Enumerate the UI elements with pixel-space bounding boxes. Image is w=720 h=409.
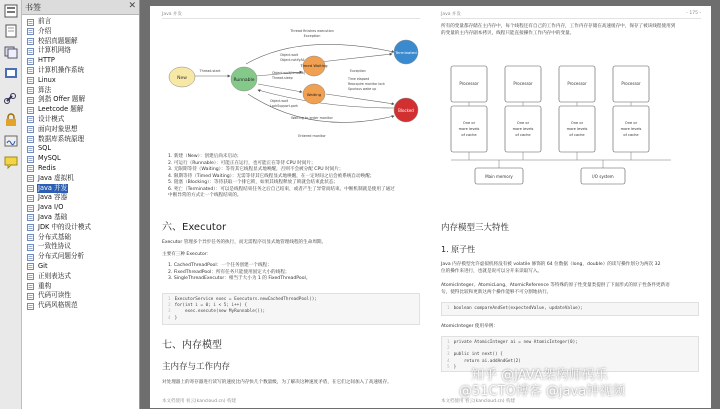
bookmark-page-icon <box>27 28 34 35</box>
bookmark-item-label: 前言 <box>38 17 52 25</box>
bookmark-page-icon <box>27 87 34 94</box>
processor-label: Processor <box>567 81 587 86</box>
bookmark-page-icon <box>27 19 34 26</box>
bookmark-panel-header <box>22 0 139 15</box>
lock-icon[interactable] <box>3 113 19 127</box>
bookmark-item[interactable] <box>22 37 140 47</box>
cache-label: more levels <box>512 127 534 131</box>
bookmark-item-label: Redis <box>38 163 56 172</box>
bookmark-item[interactable] <box>22 184 140 194</box>
bookmark-item-label: 计算机网络 <box>38 46 71 55</box>
page-footer: 本文档使用 看云(kancloud.cn) 构建 <box>441 399 515 404</box>
bookmark-page-icon <box>27 107 34 114</box>
bookmark-page-icon <box>27 136 34 143</box>
thread-state-diagram <box>162 24 420 142</box>
layers-icon[interactable] <box>3 45 19 59</box>
diagram-label-entered: Entered monitor <box>298 134 326 138</box>
processor-label: Processor <box>459 81 479 86</box>
cache-label: more levels <box>458 127 480 131</box>
bookmark-item[interactable] <box>22 17 140 27</box>
executor-code-block[interactable] <box>162 293 420 325</box>
intro-line-2: 的变量的主内存副本拷贝，线程只能直接操作工作内存中的变量。 <box>441 31 575 36</box>
memory-model-heading: 七、内存模型 <box>162 340 222 351</box>
bookmark-page-icon <box>27 58 34 65</box>
state-terminated-label: Terminated <box>395 50 417 55</box>
bookmark-item-label: 数据库系统原理 <box>38 134 85 143</box>
running-head: Java 并发 <box>162 12 182 17</box>
diagram-label-spurious: Spurious wake up <box>348 87 377 91</box>
thread-state-item: 2. 可运行（Runnable）：可能正在运行，也可能正在等待 CPU 时间片； <box>168 160 316 166</box>
bookmark-item-label: HTTP <box>38 56 55 65</box>
bookmark-item[interactable] <box>22 76 140 86</box>
bookmark-item-label: Java I/O <box>38 203 64 212</box>
header-rule <box>441 18 701 19</box>
bookmark-item[interactable] <box>22 252 140 262</box>
bookmark-item[interactable] <box>22 282 140 292</box>
bookmark-item-label: Linux <box>38 75 56 84</box>
cache-label: One or <box>570 121 584 125</box>
close-icon[interactable]: ✕ <box>128 1 136 11</box>
bookmark-page-icon <box>27 116 34 123</box>
bookmark-item[interactable] <box>22 193 140 203</box>
thumbnail-icon[interactable] <box>3 24 19 38</box>
diagram-label-exception: Exception <box>350 69 366 73</box>
watermark-zhihu: 知乎 @JAVA架构师码乐 <box>471 368 608 383</box>
diagram-label-elapsed: Time elapsed <box>348 77 370 81</box>
bookmark-page-icon <box>27 175 34 182</box>
diagram-label-wait-2: Object.notifyAll <box>280 58 305 62</box>
bookmark-item-label: Java 基础 <box>38 212 68 221</box>
diagram-label-waiting-monitor: Waiting to enter monitor <box>291 116 333 120</box>
bookmark-item-label: Java 虚拟机 <box>38 173 74 182</box>
thread-state-item: 中断异常的方式让一个线程结束的。 <box>168 193 242 198</box>
thread-state-item: 6. 死亡（Terminated）：可以是线程结束任务之后自己结束，或者产生了异常而结束。中断机制就是使用了通过 <box>168 186 395 192</box>
bookmark-page-icon <box>27 214 34 221</box>
code-line: 4 } <box>168 315 178 321</box>
bookmark-page-icon <box>27 146 34 153</box>
bookmark-item-label: MySQL <box>38 154 61 163</box>
state-new-label: New <box>177 76 187 81</box>
bookmark-panel-icon[interactable] <box>3 4 19 18</box>
bookmark-item-label: JDK 中的设计模式 <box>38 222 92 231</box>
bookmark-item[interactable] <box>22 154 140 164</box>
bookmark-item-label: 计算机操作系统 <box>38 65 85 74</box>
page-left <box>150 6 432 408</box>
atomic-usage-label: AtomicInteger 使用举例： <box>441 324 498 329</box>
bookmark-page-icon <box>27 293 34 300</box>
cache-label: of cache <box>515 133 531 137</box>
bookmark-item-label: 重构 <box>38 281 52 290</box>
executor-types-intro: 主要有三种 Executor： <box>162 252 212 257</box>
io-system-label: I/O system <box>592 174 614 179</box>
bookmark-item-label: Git <box>38 261 48 270</box>
page-right <box>431 6 711 408</box>
diagram-label-start: Thread.start <box>199 69 221 73</box>
bookmark-item-label: Leetcode 题解 <box>38 105 84 114</box>
bookmark-item-label: 设计模式 <box>38 114 65 123</box>
bookmark-item[interactable] <box>22 164 140 174</box>
signature-icon[interactable] <box>3 134 19 148</box>
bookmark-list <box>22 17 140 311</box>
code-line: 1 private AtomicInteger ai = new AtomicInteger(0); <box>447 340 578 345</box>
bookmark-item[interactable] <box>22 272 140 282</box>
compare-and-set-code[interactable]: 1 boolean compareAndSet(expectedValue, updateValue); <box>441 302 699 316</box>
cache-label: of cache <box>569 133 585 137</box>
bookmark-panel-title: 书签 <box>25 3 41 12</box>
code-line: 3 public int next() { <box>447 352 503 358</box>
bookmark-item[interactable] <box>22 233 140 243</box>
bookmark-item[interactable] <box>22 27 140 37</box>
diagram-label-top: Thread finishes execution <box>290 29 334 33</box>
bookmark-item[interactable] <box>22 262 140 272</box>
memory-architecture-diagram <box>441 44 703 194</box>
diagram-label-top-2: Exception <box>303 34 321 38</box>
state-blocked-label: Blocked <box>398 108 414 113</box>
code-line: 5 } <box>447 364 457 370</box>
memory-text: 对处理器上的寄存器进行读写的速度比内存快几个数量级，为了解决这种速度矛盾，在它们之间加入了高速缓存。 <box>162 380 392 385</box>
processor-label: Processor <box>621 81 641 86</box>
cache-label: One or <box>624 121 638 125</box>
bookmark-page-icon <box>27 283 34 290</box>
bookmark-item-label: 剑指 Offer 题解 <box>38 95 86 104</box>
bookmark-item-label: 正则表达式 <box>38 271 71 280</box>
cache-label: of cache <box>461 133 477 137</box>
watermark-51cto: @51CTO博客 @java钟视频 <box>459 384 626 399</box>
diagram-label-wait: Object.wait <box>280 53 299 57</box>
state-runnable-label: Runnable <box>233 78 255 83</box>
diagram-label-park-2: LockSupport.park <box>270 104 299 108</box>
code-line: 3 exec.execute(new MyRunnable()); <box>168 309 266 315</box>
bookmark-item-label: 分布式问题分析 <box>38 252 85 261</box>
bookmark-page-icon <box>27 165 34 172</box>
code-line: 2 <box>447 346 450 352</box>
bookmark-item[interactable] <box>22 223 140 233</box>
bookmark-page-icon <box>27 205 34 212</box>
executor-heading: 六、Executor <box>162 222 227 233</box>
code-line: 4 return ai.addAndGet(2) <box>447 358 521 364</box>
bookmark-panel <box>22 0 140 409</box>
bookmark-page-icon <box>27 185 34 192</box>
bookmark-item-label: Java 并发 <box>38 183 68 192</box>
bookmark-page-icon <box>27 48 34 55</box>
bookmark-item[interactable] <box>22 135 140 145</box>
bookmark-item-label: 面向对象思想 <box>38 124 78 133</box>
link-icon[interactable] <box>3 92 19 106</box>
processor-label: Processor <box>513 81 533 86</box>
diagram-label-reacquire: Reacquire monitor lock <box>348 82 385 86</box>
bookmark-page-icon <box>27 303 34 310</box>
thread-states-list <box>168 154 420 200</box>
diagram-label-park: Object.wait <box>270 99 289 103</box>
bookmark-item[interactable] <box>22 125 140 135</box>
bookmark-item[interactable] <box>22 86 140 96</box>
bookmark-page-icon <box>27 67 34 74</box>
bookmark-page-icon <box>27 263 34 270</box>
bookmark-item[interactable] <box>22 301 140 311</box>
bookmark-page-icon <box>27 273 34 280</box>
bookmark-page-icon <box>27 38 34 45</box>
bookmark-page-icon <box>27 156 34 163</box>
memory-subheading: 主内存与工作内存 <box>162 362 231 372</box>
bookmark-page-icon <box>27 77 34 84</box>
state-waiting-label: Waiting <box>306 92 322 97</box>
executor-type-item: 3. SingleThreadExecutor：相当于大小为 1 的 FixedThreadPool。 <box>168 276 311 281</box>
thread-state-item: 5. 阻塞（Blocking）：等待获取一个排它锁，如果其线程释放了锁就会结束此状态； <box>168 180 339 185</box>
diagram-label-sleep: Thread.sleep <box>272 76 293 80</box>
atomic-text-2: 位的操作来进行，也就是说可以分开来读取写入。 <box>441 269 543 274</box>
executor-types-list <box>168 263 420 283</box>
bookmark-page-icon <box>27 224 34 231</box>
bookmark-item-label: 算法 <box>38 85 52 94</box>
cache-label: One or <box>462 121 476 125</box>
thread-state-item: 3. 无限期等待（Waiting）：等待其它线程显式地唤醒，否则不会被分配 CPU 时间片； <box>168 167 344 172</box>
bookmark-item[interactable] <box>22 174 140 184</box>
cache-label: more levels <box>566 127 588 131</box>
bookmark-item-label: SQL <box>38 144 52 153</box>
page-footer: 本文档使用 看云(kancloud.cn) 构建 <box>162 399 236 404</box>
bookmark-item-label: Java 容器 <box>38 193 68 202</box>
attachment-icon[interactable] <box>3 66 19 80</box>
diagram-label-timeout: Object.wait(timeout) <box>272 71 305 75</box>
bookmark-item[interactable] <box>22 95 140 105</box>
atomicity-heading: 1. 原子性 <box>441 245 476 254</box>
bookmark-item[interactable] <box>22 115 140 125</box>
bookmark-item[interactable] <box>22 213 140 223</box>
bookmark-item-label: 校招真题题解 <box>38 36 78 45</box>
page-number: - 175 - <box>686 11 701 16</box>
bookmark-item[interactable] <box>22 242 140 252</box>
side-toolbar <box>0 0 22 409</box>
thread-state-item: 4. 限期等待（Timed Waiting）：无需等待其它线程显式地唤醒，在一定时间之后会被系统自动唤醒； <box>168 173 375 179</box>
bookmark-page-icon <box>27 97 34 104</box>
bookmark-item-label: 分布式基础 <box>38 232 71 241</box>
state-timed-waiting-label: Timed Waiting <box>300 63 328 68</box>
bookmark-page-icon <box>27 126 34 133</box>
bookmark-item[interactable] <box>22 46 140 56</box>
comment-icon[interactable] <box>3 155 19 169</box>
main-memory-label: Main memory <box>485 174 513 179</box>
code-line: boolean compareAndSet(expectedValue, updateValue); <box>453 306 583 311</box>
intro-line-1: 所有的变量都存储在主内存中，每个线程还有自己的工作内存，工作内存存储在高速缓存中，保存了被该线程使用到 <box>441 24 676 29</box>
bookmark-item-label: 一致性协议 <box>38 242 71 251</box>
executor-type-item: 2. FixedThreadPool：所有任务只能使用固定大小的线程； <box>168 269 290 275</box>
bookmark-item-label: 代码可读性 <box>38 291 71 300</box>
cache-label: One or <box>516 121 530 125</box>
header-rule <box>162 18 420 19</box>
thread-state-item: 1. 新建（New）：创建后尚未启动； <box>168 154 242 159</box>
code-line: 2 for(int i = 0; i < 5; i++) { <box>168 303 248 309</box>
cache-label: more levels <box>620 127 642 131</box>
bookmark-item-label: 介绍 <box>38 26 52 35</box>
cache-label: of cache <box>623 133 639 137</box>
executor-type-item: 1. CachedThreadPool：一个任务创建一个线程； <box>168 263 272 268</box>
document-viewer[interactable] <box>141 0 720 409</box>
bookmark-item[interactable] <box>22 105 140 115</box>
atomic-text-3: AtomicInteger、AtomicLong、AtomicReference 等特殊的原子性变量类提供了下面形式的原子性条件更新语 <box>441 283 670 288</box>
bookmark-page-icon <box>27 195 34 202</box>
atomic-text-4: 句，使得比较和更新这两个操作能够不可分割地执行。 <box>441 290 552 295</box>
executor-intro: Executor 管理多个异步任务的执行，而无需程序员显式地管理线程的生命周期。 <box>162 240 327 245</box>
bookmark-item[interactable] <box>22 291 140 301</box>
atomic-text-1: Java 内存模型允许虚拟机将没有被 volatile 修饰的 64 位数据（long，double）的读写操作划分为两次 32 <box>441 262 661 267</box>
code-line: 1 ExecutorService exec = Executors.newCachedThreadPool(); <box>168 297 317 302</box>
bookmark-item[interactable] <box>22 56 140 66</box>
three-properties-heading: 内存模型三大特性 <box>441 223 510 233</box>
bookmark-item[interactable] <box>22 203 140 213</box>
bookmark-page-icon <box>27 254 34 261</box>
bookmark-item[interactable] <box>22 66 140 76</box>
bookmark-page-icon <box>27 234 34 241</box>
bookmark-item[interactable] <box>22 144 140 154</box>
bookmark-item-label: 代码风格规范 <box>38 301 78 310</box>
running-head: Java 并发 <box>441 12 461 17</box>
bookmark-page-icon <box>27 244 34 251</box>
